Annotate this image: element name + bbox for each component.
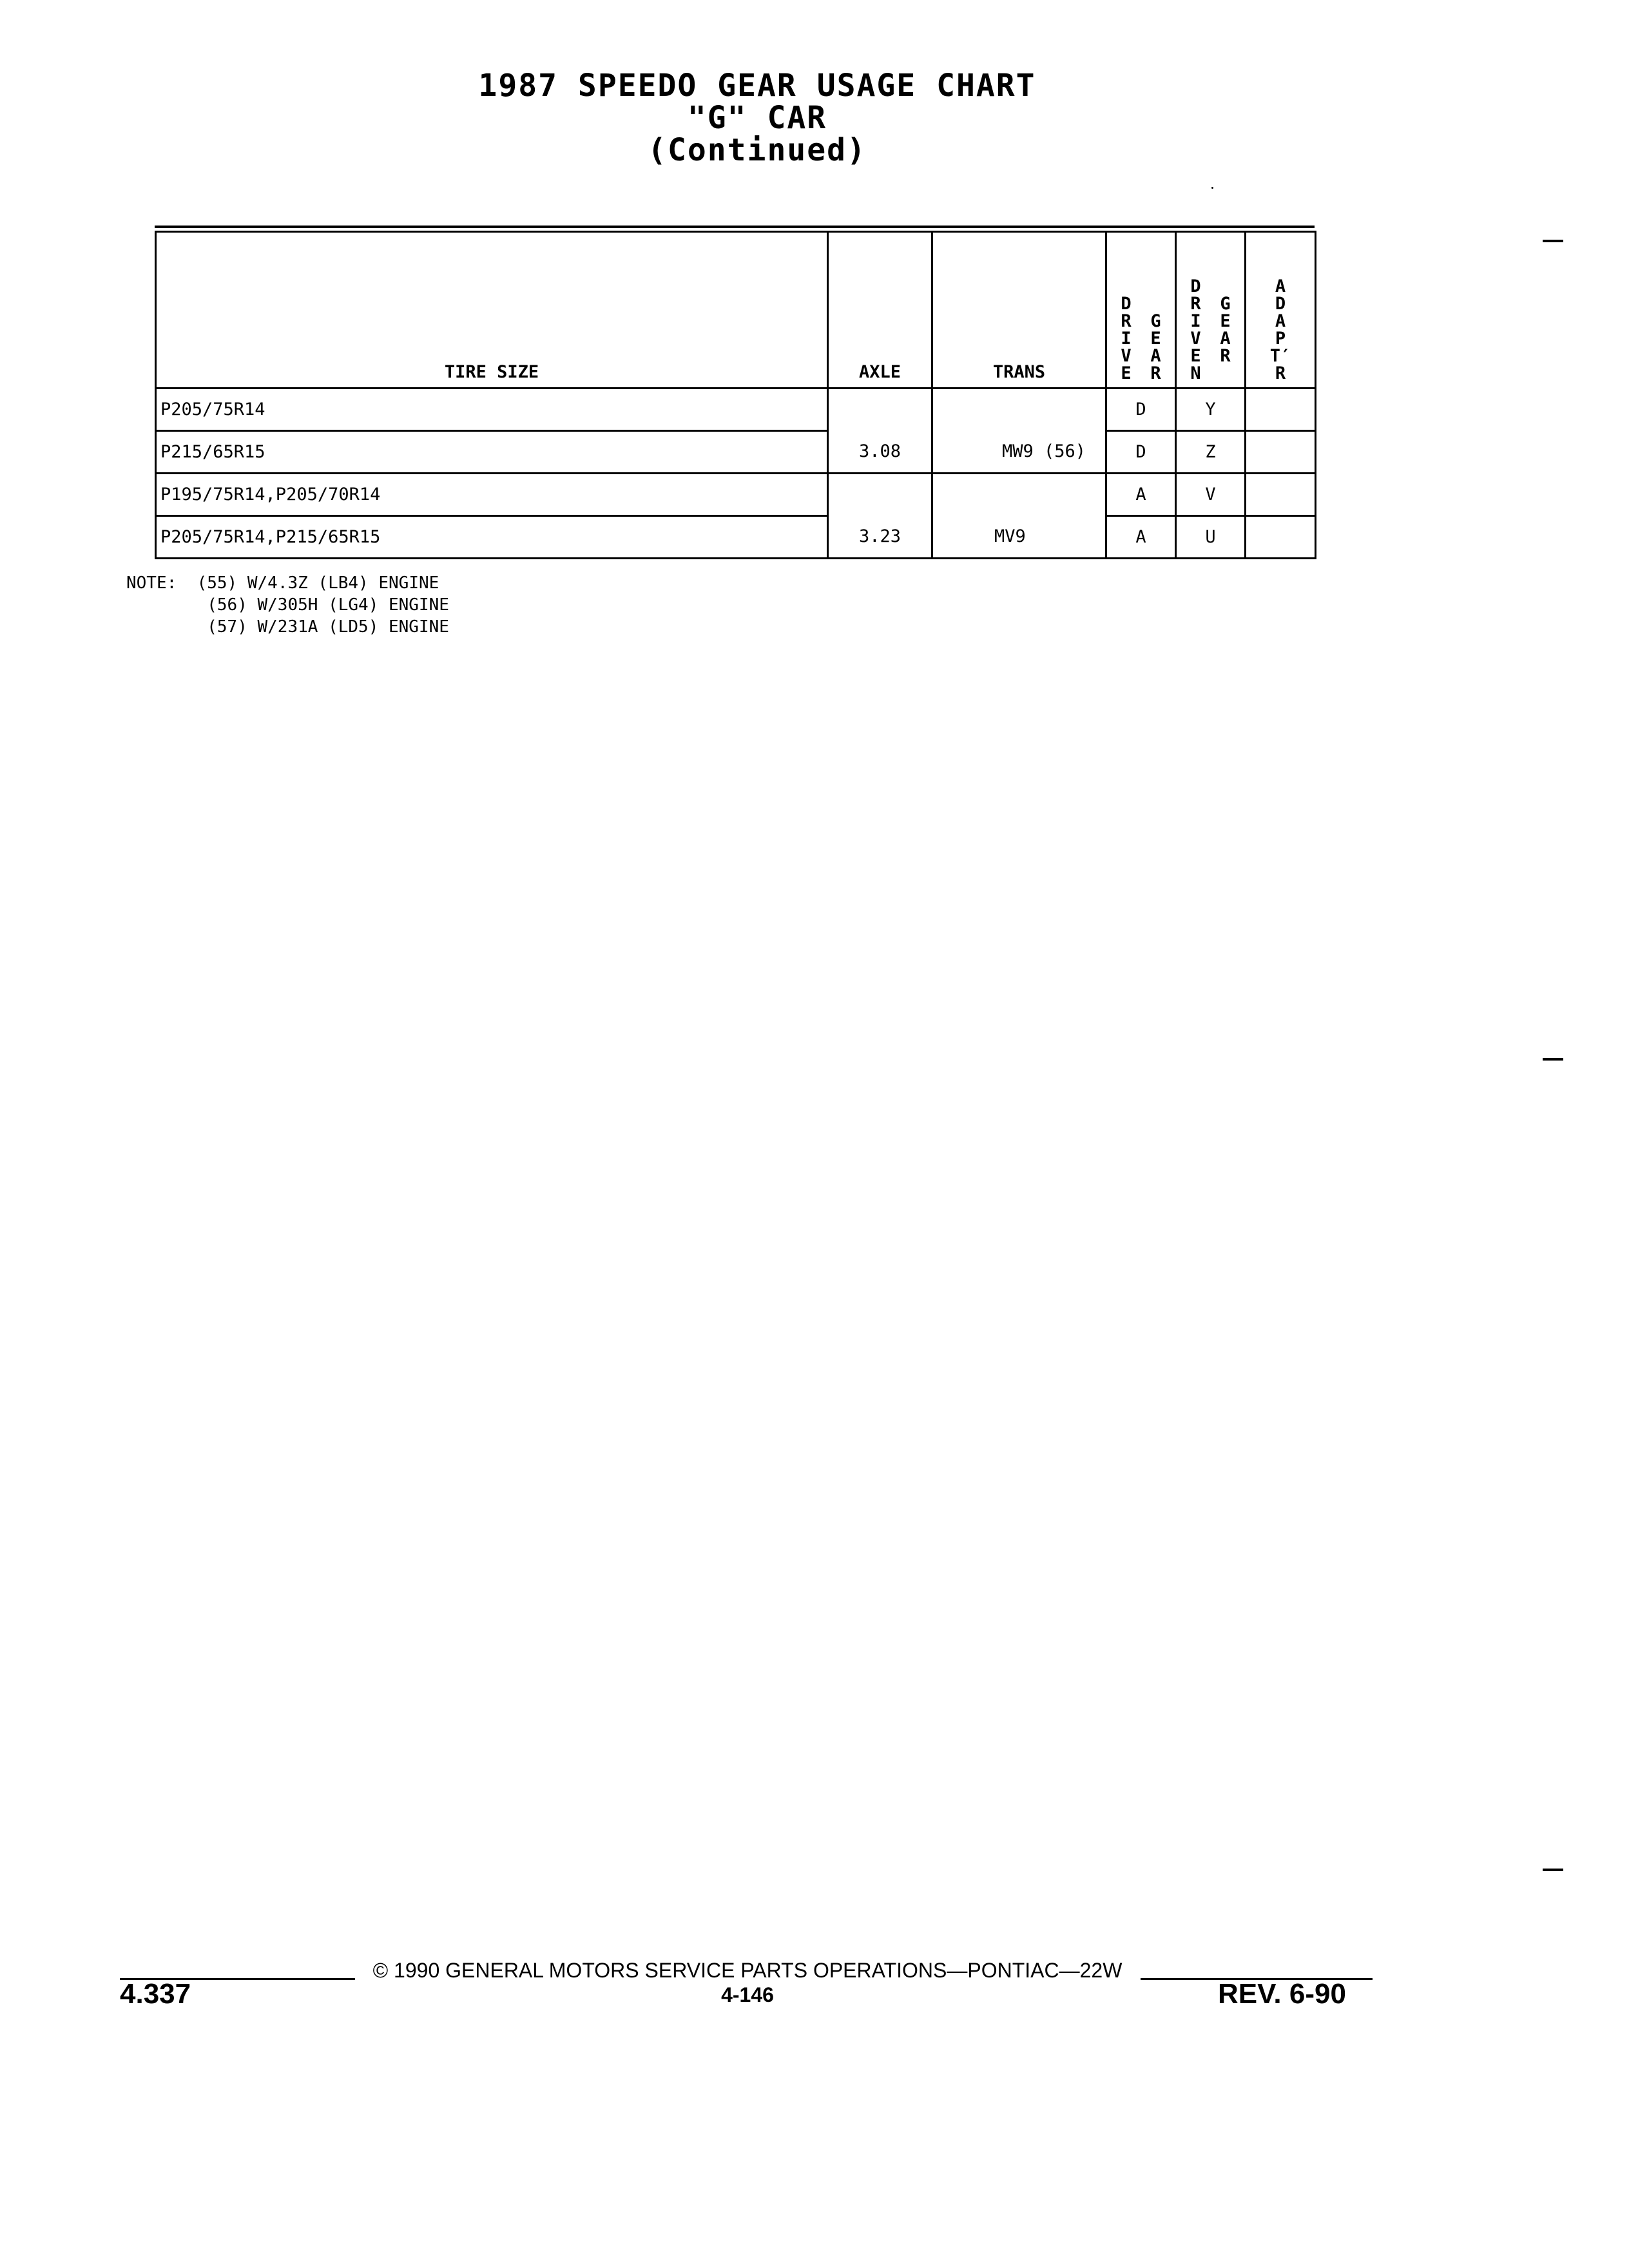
margin-tick-mark xyxy=(1543,240,1563,242)
table-row xyxy=(156,431,1316,474)
header-adaptr-letters: A D A P T′ R xyxy=(1269,276,1291,383)
header-tire-size: TIRE SIZE xyxy=(156,232,828,389)
header-axle: AXLE xyxy=(828,232,932,389)
speedo-gear-table xyxy=(155,231,1316,559)
notes-block xyxy=(126,572,449,638)
cell-adaptr xyxy=(1246,516,1316,559)
footer-revision: REV. 6-90 xyxy=(1218,1978,1346,2010)
cell-tire-size: P205/75R14 xyxy=(156,389,828,431)
page-title: 1987 SPEEDO GEAR USAGE CHART xyxy=(478,68,1036,104)
header-adaptr xyxy=(1246,232,1316,389)
cell-axle xyxy=(828,389,932,431)
header-drive-letters: D R I V E xyxy=(1121,294,1132,383)
table-row xyxy=(156,474,1316,516)
footer-page-number: 4-146 xyxy=(721,1983,774,2006)
cell-tire-size: P205/75R14,P215/65R15 xyxy=(156,516,828,559)
cell-driven-gear: U xyxy=(1176,516,1246,559)
note-item: (55) W/4.3Z (LB4) ENGINE xyxy=(197,573,439,593)
cell-axle: 3.23 xyxy=(828,516,932,559)
cell-trans: MW9 (56) xyxy=(932,431,1106,474)
page-subtitle: "G" CAR xyxy=(687,100,827,136)
cell-adaptr xyxy=(1246,431,1316,474)
scan-speck xyxy=(1211,187,1213,189)
margin-tick-mark xyxy=(1543,1869,1563,1871)
footer-copyright: © 1990 GENERAL MOTORS SERVICE PARTS OPERATIONS—PONTIAC—22W xyxy=(372,1959,1123,1982)
header-drive-gear-letters: G E A R xyxy=(1150,311,1161,383)
cell-drive-gear: A xyxy=(1106,474,1176,516)
page-subtitle-continued: (Continued) xyxy=(648,132,867,168)
cell-drive-gear: D xyxy=(1106,431,1176,474)
cell-tire-size: P195/75R14,P205/70R14 xyxy=(156,474,828,516)
header-driven-gear xyxy=(1176,232,1246,389)
cell-driven-gear: Y xyxy=(1176,389,1246,431)
table-row xyxy=(156,516,1316,559)
cell-trans xyxy=(932,389,1106,431)
header-trans: TRANS xyxy=(932,232,1106,389)
header-driven-gear-letters: G E A R xyxy=(1220,294,1231,366)
table-header-row xyxy=(156,232,1316,389)
cell-axle xyxy=(828,474,932,516)
cell-adaptr xyxy=(1246,474,1316,516)
note-item: (57) W/231A (LD5) ENGINE xyxy=(207,617,449,637)
cell-adaptr xyxy=(1246,389,1316,431)
margin-tick-mark xyxy=(1543,1058,1563,1061)
footer-document-number: 4.337 xyxy=(120,1978,191,2010)
cell-drive-gear: A xyxy=(1106,516,1176,559)
note-label: NOTE: xyxy=(126,573,177,593)
header-drive-gear xyxy=(1106,232,1176,389)
cell-driven-gear: V xyxy=(1176,474,1246,516)
cell-drive-gear: D xyxy=(1106,389,1176,431)
cell-axle: 3.08 xyxy=(828,431,932,474)
header-driven-letters: D R I V E N xyxy=(1190,276,1201,383)
cell-trans xyxy=(932,474,1106,516)
cell-driven-gear: Z xyxy=(1176,431,1246,474)
cell-trans: MV9 xyxy=(932,516,1106,559)
note-item: (56) W/305H (LG4) ENGINE xyxy=(207,595,449,615)
table-top-rule xyxy=(155,226,1315,228)
cell-tire-size: P215/65R15 xyxy=(156,431,828,474)
table-row xyxy=(156,389,1316,431)
